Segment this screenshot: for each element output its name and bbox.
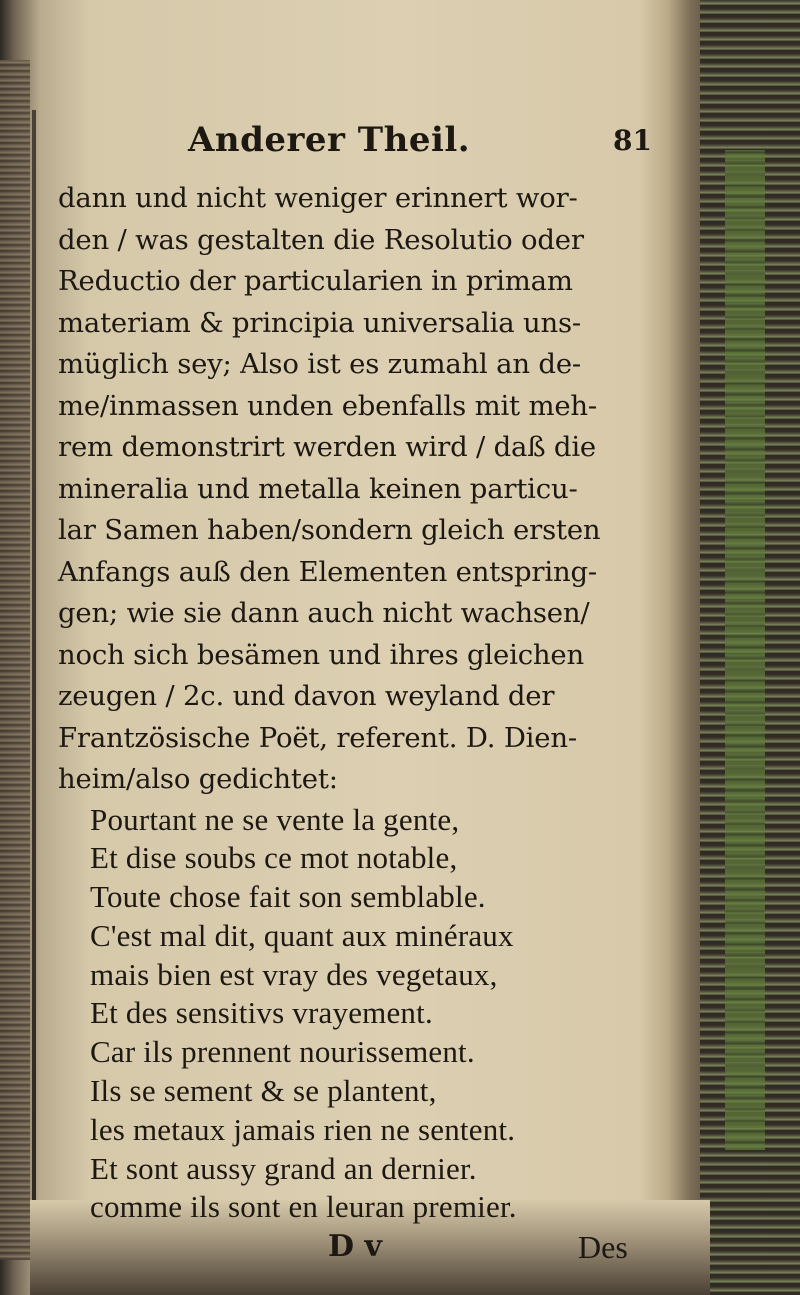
signature-mark: D v	[328, 1229, 382, 1265]
catchword: Des	[578, 1229, 628, 1266]
text-line: Frantzösische Poët, referent. D. Dien-	[58, 721, 577, 754]
verse-line: Et des sensitivs vrayement.	[90, 995, 433, 1031]
french-verse	[58, 801, 698, 1228]
running-head: Anderer Theil.	[188, 120, 471, 160]
verse-line: Et dise soubs ce mot notable,	[90, 840, 458, 876]
prose-paragraph	[58, 178, 698, 801]
text-line: Reductio der particularien in primam	[58, 265, 573, 297]
verse-line: C'est mal dit, quant aux minéraux	[90, 917, 514, 953]
verse-line: Et sont aussy grand an dernier.	[90, 1150, 477, 1186]
text-line: heim/also gedichtet:	[58, 763, 338, 795]
text-line: noch sich besämen und ihres gleichen	[58, 638, 584, 671]
verse-line: Toute chose fait son semblable.	[90, 879, 486, 915]
gutter-shadow	[32, 110, 36, 1230]
text-line: rem demonstrirt werden wird / daß die	[58, 431, 597, 463]
page-header	[68, 120, 698, 178]
verse-line: mais bien est vray des vegetaux,	[90, 956, 498, 992]
verse-line: Car ils prennent nourissement.	[90, 1034, 475, 1070]
text-line: materiam & principia universalia uns-	[58, 306, 581, 339]
text-line: mineralia und metalla keinen particu-	[58, 472, 578, 505]
text-line: lar Samen haben/sondern gleich ersten	[58, 514, 601, 546]
page-text-block	[58, 120, 698, 1269]
text-line: gen; wie sie dann auch nicht wachsen/	[58, 597, 590, 629]
text-line: me/inmassen unden ebenfalls mit meh-	[58, 389, 598, 422]
text-line: zeugen / 2c. und davon weyland der	[58, 680, 555, 712]
text-line: müglich sey; Also ist es zumahl an de-	[58, 348, 581, 380]
verse-line: les metaux jamais rien ne sentent.	[90, 1111, 516, 1147]
text-line: Anfangs auß den Elementen entspring-	[58, 555, 597, 588]
page-footer	[58, 1229, 698, 1269]
page-number: 81	[613, 124, 652, 157]
book-edge-strip	[725, 150, 765, 1150]
text-line: den / was gestalten die Resolutio oder	[58, 223, 584, 256]
verse-line: comme ils sont en leuran premier.	[90, 1189, 517, 1225]
adjacent-page-edge-left	[0, 60, 30, 1260]
text-line: dann und nicht weniger erinnert wor-	[58, 182, 578, 214]
verse-line: Pourtant ne se vente la gente,	[90, 801, 460, 837]
verse-line: Ils se sement & se plantent,	[90, 1073, 437, 1109]
